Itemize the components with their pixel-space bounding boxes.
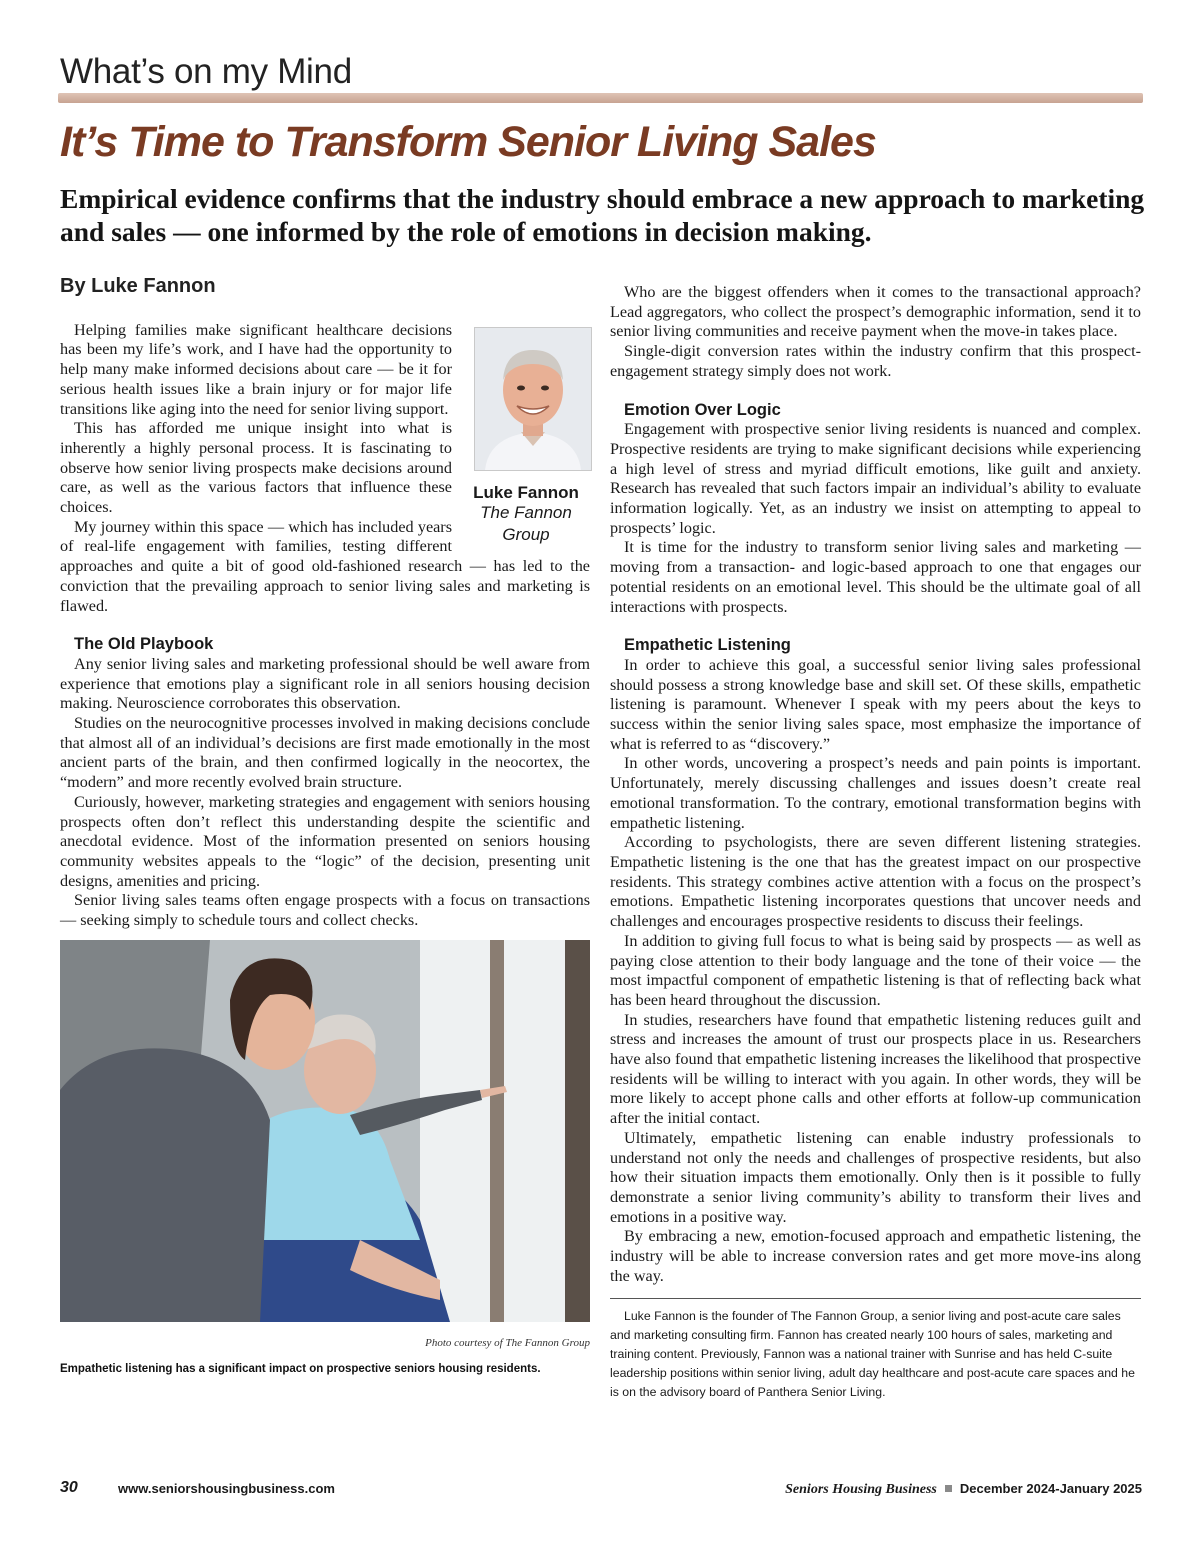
page-footer [60,1481,1142,1501]
issue-date: December 2024-January 2025 [959,1481,1142,1496]
section-heading-old-playbook: The Old Playbook [74,635,214,654]
paragraph: It is time for the industry to transform senior living sales and marketing — moving from a transaction- and logic-based approach to one that engages our potential residents on an emotional level. This should be the ultimate goal of all interactions with prospects. [610,538,1141,616]
author-box-name: Luke Fannon [473,482,579,502]
photo-caption: Empathetic listening has a significant impact on prospective seniors housing residents. [60,1362,541,1375]
paragraph: Helping families make significant healthcare decisions has been my life’s work, and I have had the opportunity to help many make informed decisions about care — be it for serious health issues like a brain injury or for major life transitions like aging into the need for senior living support. [60,320,452,418]
paragraph: Curiously, however, marketing strategies and engagement with seniors housing prospects often don’t reflect this understanding despite the scientific and anecdotal evidence. Most of the information presented on seniors housing community websites appeals to the “logic” of the decision, presenting unit designs, amenities and pricing. [60,792,590,890]
author-portrait-illustration [475,328,591,470]
section-heading-empathetic-listening: Empathetic Listening [624,636,791,655]
bio-divider [610,1298,1141,1299]
separator-square-icon [945,1485,952,1492]
paragraph: Studies on the neurocognitive processes involved in making decisions conclude that almost all of an individual’s decisions are first made emotionally in the most ancient parts of the brain, and then confirmed logically in the neocortex, the “modern” and more recently evolved brain structure. [60,714,590,792]
article-deck: Empirical evidence confirms that the industry should embrace a new approach to marketing and sales — one informed by the role of emotions in decision making. [60,183,1145,247]
publication-info [785,1481,1142,1498]
right-column [610,283,1141,1402]
magazine-name: Seniors Housing Business [785,1482,937,1497]
section-heading-emotion-over-logic: Emotion Over Logic [624,400,781,419]
paragraph: According to psychologists, there are seven different listening strategies. Empathetic listening is the one that has the greatest impact on our prospective residents. This strategy combines active attention with a focus on the prospect’s emotions. Empathetic listening incorporates questions that uncover needs and challenges and encourages prospective residents to discuss their feelings. [610,833,1141,931]
byline: By Luke Fannon [60,275,216,297]
author-headshot-box [462,327,590,547]
page-number: 30 [60,1479,78,1496]
paragraph: By embracing a new, emotion-focused approach and empathetic listening, the industry will be able to increase conversion rates and get more move-ins along the way. [610,1227,1141,1285]
article-headline: It’s Time to Transform Senior Living Sales [60,118,876,166]
author-bio: Luke Fannon is the founder of The Fannon Group, a senior living and post-acute care sales and marketing consulting firm. Fannon has created nearly 100 hours of sales, marketing and training content. Previously, Fannon was a national trainer with Sunrise and has held C-suite leadership positions within senior living, adult day healthcare and post-acute care spaces and he is on the advisory board of Panthera Senior Living. [610,1309,1135,1400]
left-column [60,277,590,1379]
paragraph: My journey within this space — which has included years of real-life engagement with families, testing different approaches and quite a bit of good old-fashioned research — has led to the conviction that the prevailing approach to senior living sales and marketing is flawed. [60,517,590,615]
photo-illustration [60,940,590,1322]
photo-credit: Photo courtesy of The Fannon Group [425,1336,590,1349]
paragraph: Senior living sales teams often engage prospects with a focus on transactions — seeking simply to schedule tours and collect checks. [60,891,590,930]
author-box-org-line1: The Fannon [480,503,572,523]
paragraph: Engagement with prospective senior living residents is nuanced and complex. Prospective residents are trying to make significant decisions while experiencing a high level of stress and myriad difficult emotions, like guilt and anxiety. Research has revealed that such factors impair an individual’s ability to evaluate information logically. Yet, as an industry we insist on attempting to appeal to prospects’ logic. [610,420,1141,537]
section-rule [58,93,1143,103]
paragraph: This has afforded me unique insight into what is inherently a highly personal process. It is fascinating to observe how senior living prospects make decisions around care, as well as the various factors that influence these choices. [60,419,452,517]
paragraph: Single-digit conversion rates within the industry confirm that this prospect-engagement strategy simply does not work. [610,342,1141,380]
author-headshot [474,327,592,471]
paragraph: In order to achieve this goal, a successful senior living sales professional should possess a strong knowledge base and skill set. Of these skills, empathetic listening is paramount. Whenever I speak with my peers about the keys to success within the senior living sales space, most emphasize the importance of what is referred to as “discovery.” [610,655,1141,753]
section-label: What’s on my Mind [60,52,352,91]
paragraph: In studies, researchers have found that empathetic listening reduces guilt and stress and increases the amount of trust our prospects place in us. Researchers have also found that empathetic listening increases the likelihood that prospective residents will be willing to interact with you again. In other words, they will be more likely to accept phone calls and other efforts at follow-up communication after the initial contact. [610,1010,1141,1128]
paragraph: Who are the biggest offenders when it comes to the transactional approach? Lead aggregators, who collect the prospect’s demographic information, send it to senior living communities and receive payment when the move-in takes place. [610,283,1141,341]
article-photo [60,940,590,1322]
website-link[interactable]: www.seniorshousingbusiness.com [118,1481,335,1496]
paragraph: In other words, uncovering a prospect’s needs and pain points is important. Unfortunately, merely discussing challenges and issues doesn’t create real emotional transformation. To the contrary, emotional transformation begins with empathetic listening. [610,754,1141,832]
author-box-org-line2: Group [502,525,550,545]
paragraph: Ultimately, empathetic listening can enable industry professionals to understand not only the needs and challenges of prospective residents, but also how their situation impacts them emotionally. Only then is it possible to fully demonstrate a senior living community’s ability to transform their lives and emotions in a positive way. [610,1128,1141,1226]
paragraph: In addition to giving full focus to what is being said by prospects — as well as paying close attention to their body language and the tone of their voice — the most impactful component of empathetic listening is that of reflecting back what has been heard throughout the discussion. [610,931,1141,1009]
paragraph: Any senior living sales and marketing professional should be well aware from experience that emotions play a significant role in all seniors housing decision making. Neuroscience corroborates this observation. [60,654,590,713]
